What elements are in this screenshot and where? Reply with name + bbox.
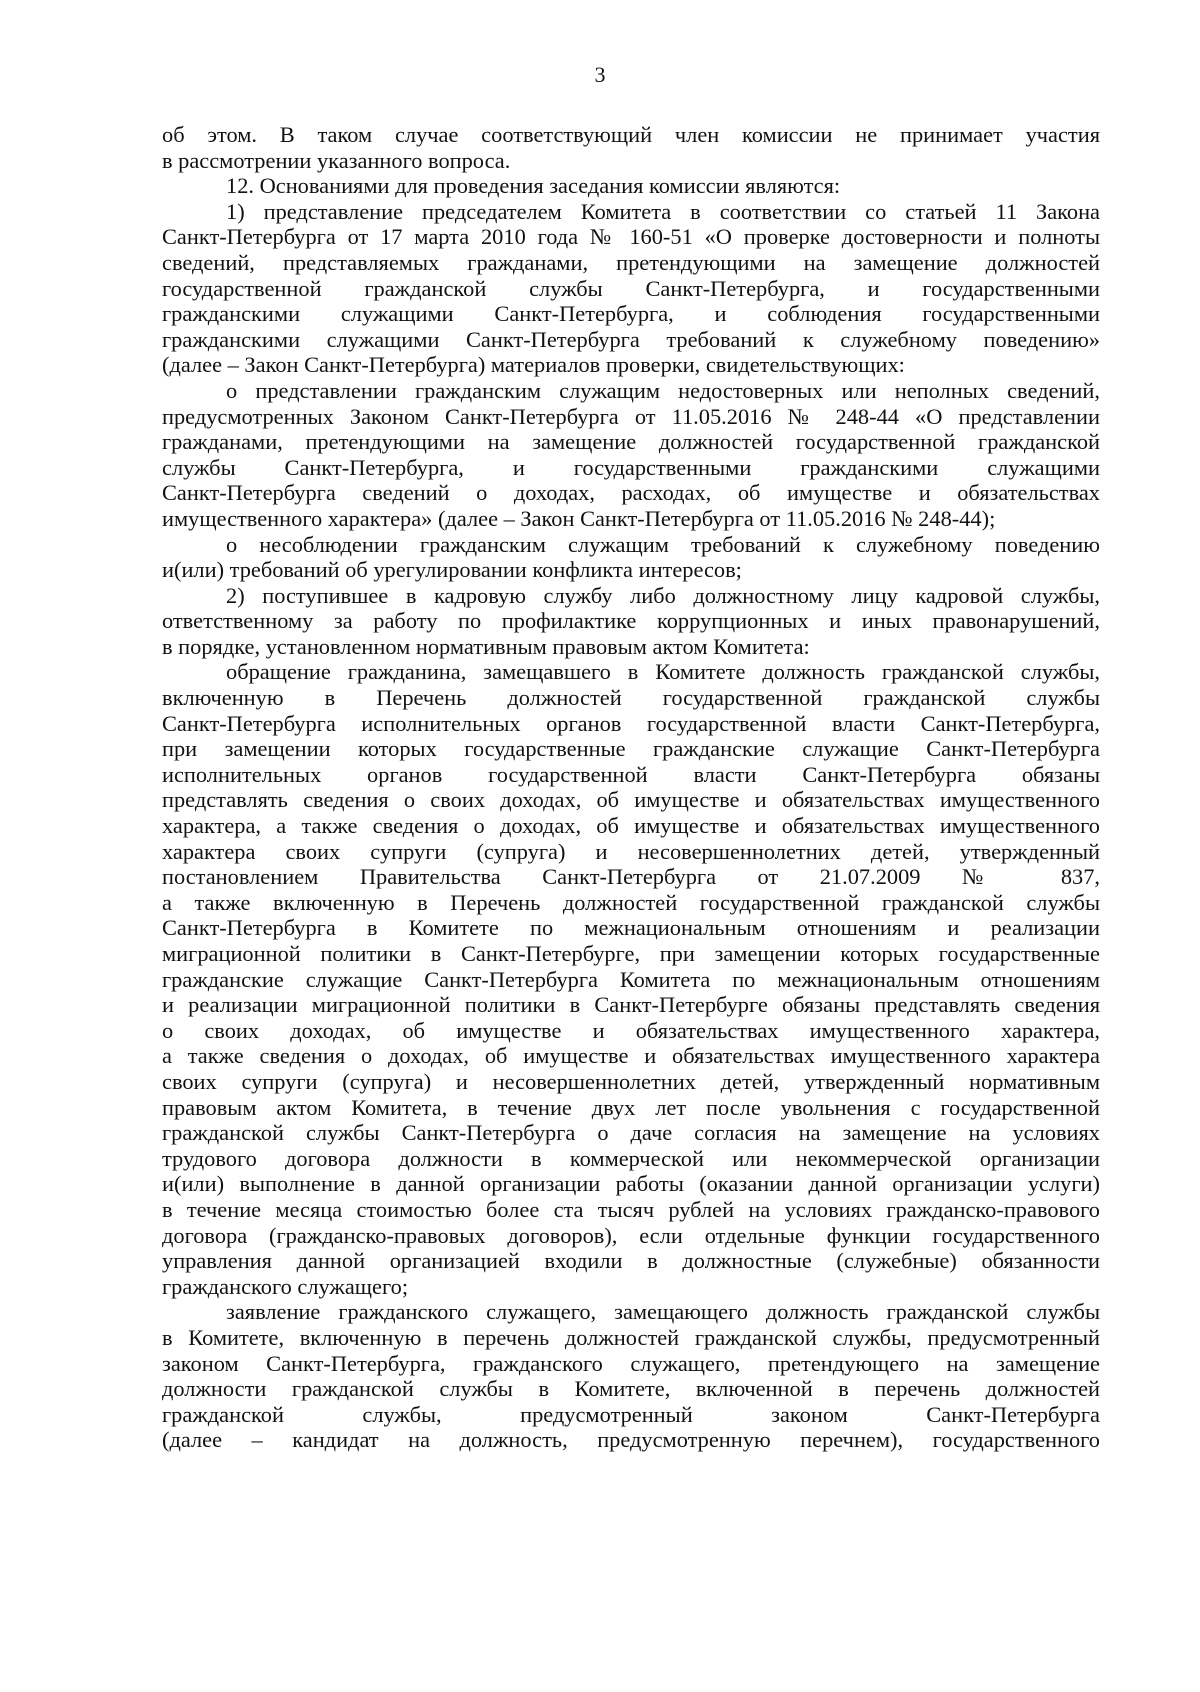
text-line: заявление гражданского служащего, замещающего должность гражданской службы bbox=[226, 1299, 1100, 1325]
text-line: миграционной политики в Санкт-Петербурге, при замещении которых государственные bbox=[162, 941, 1100, 966]
text-line: гражданского служащего; bbox=[162, 1273, 409, 1299]
text-line: 12. Основаниями для проведения заседания комиссии являются: bbox=[226, 173, 841, 199]
text-line: 1) представление председателем Комитета в соответствии со статьей 11 Закона bbox=[226, 198, 1100, 224]
text-line: исполнительных органов государственной власти Санкт-Петербурга обязаны bbox=[162, 761, 1100, 787]
paragraph bbox=[162, 173, 1100, 199]
paragraph bbox=[162, 532, 1100, 583]
text-line: службы Санкт-Петербурга, и государственными гражданскими служащими bbox=[162, 454, 1100, 480]
text-line: и(или) требований об урегулировании конфликта интересов; bbox=[162, 557, 742, 583]
paragraph bbox=[162, 659, 1100, 1299]
text-line: Санкт-Петербурга в Комитете по межнациональным отношениям и реализации bbox=[162, 915, 1100, 941]
paragraph bbox=[162, 378, 1100, 532]
text-line: а также включенную в Перечень должностей государственной гражданской службы bbox=[162, 889, 1100, 915]
text-line: правовым актом Комитета, в течение двух лет после увольнения с государственной bbox=[162, 1094, 1100, 1120]
text-line: законом Санкт-Петербурга, гражданского служащего, претендующего на замещение bbox=[162, 1350, 1100, 1376]
text-line: гражданами, претендующими на замещение должностей государственной гражданской bbox=[162, 429, 1100, 455]
text-line: в Комитете, включенную в перечень должностей гражданской службы, предусмотренный bbox=[162, 1324, 1100, 1350]
text-line: об этом. В таком случае соответствующий член комиссии не принимает участия bbox=[162, 122, 1100, 147]
document-body bbox=[162, 122, 1100, 1453]
text-line: о представлении гражданским служащим недостоверных или неполных сведений, bbox=[226, 377, 1100, 403]
text-line: предусмотренных Законом Санкт-Петербурга от 11.05.2016 № 248-44 «О представлении bbox=[162, 403, 1100, 429]
text-line: обращение гражданина, замещавшего в Комитете должность гражданской службы, bbox=[226, 659, 1100, 685]
text-line: о несоблюдении гражданским служащим требований к служебному поведению bbox=[226, 531, 1100, 557]
text-line: трудового договора должности в коммерческой или некоммерческой организации bbox=[162, 1145, 1100, 1171]
text-line: при замещении которых государственные гражданские служащие Санкт-Петербурга bbox=[162, 736, 1100, 762]
text-line: (далее – Закон Санкт-Петербурга) материалов проверки, свидетельствующих: bbox=[162, 352, 905, 378]
text-line: о своих доходах, об имуществе и обязательствах имущественного характера, bbox=[162, 1017, 1100, 1043]
text-line: характера своих супруги (супруга) и несовершеннолетних детей, утвержденный bbox=[162, 838, 1100, 864]
text-line: гражданскими служащими Санкт-Петербурга требований к служебному поведению» bbox=[162, 326, 1100, 352]
text-line: ответственному за работу по профилактике коррупционных и иных правонарушений, bbox=[162, 608, 1100, 634]
text-line: включенную в Перечень должностей государственной гражданской службы bbox=[162, 685, 1100, 711]
text-line: и(или) выполнение в данной организации работы (оказании данной организации услуги) bbox=[162, 1171, 1100, 1197]
text-line: гражданские служащие Санкт-Петербурга Комитета по межнациональным отношениям bbox=[162, 966, 1100, 992]
text-line: и реализации миграционной политики в Санкт-Петербурге обязаны представлять сведения bbox=[162, 992, 1100, 1018]
text-line: в течение месяца стоимостью более ста тысяч рублей на условиях гражданско-правового bbox=[162, 1196, 1100, 1222]
text-line: гражданской службы Санкт-Петербурга о даче согласия на замещение на условиях bbox=[162, 1120, 1100, 1146]
text-line: постановлением Правительства Санкт-Петербурга от 21.07.2009 № 837, bbox=[162, 864, 1100, 890]
text-line: представлять сведения о своих доходах, об имуществе и обязательствах имущественного bbox=[162, 787, 1100, 813]
text-line: договора (гражданско-правовых договоров), если отдельные функции государственного bbox=[162, 1222, 1100, 1248]
text-line: в рассмотрении указанного вопроса. bbox=[162, 147, 511, 173]
text-line: характера, а также сведения о доходах, об имуществе и обязательствах имущественного bbox=[162, 813, 1100, 839]
text-line: (далее – кандидат на должность, предусмотренную перечнем), государственного bbox=[162, 1427, 1100, 1453]
paragraph bbox=[162, 122, 1100, 173]
page-number: 3 bbox=[594, 62, 606, 87]
text-line: государственной гражданской службы Санкт-Петербурга, и государственными bbox=[162, 275, 1100, 301]
text-line: Санкт-Петербурга от 17 марта 2010 года № 160-51 «О проверке достоверности и полноты bbox=[162, 224, 1100, 250]
text-line: должности гражданской службы в Комитете, включенной в перечень должностей bbox=[162, 1376, 1100, 1402]
text-line: управления данной организацией входили в должностные (служебные) обязанности bbox=[162, 1248, 1100, 1274]
paragraph bbox=[162, 1299, 1100, 1453]
text-line: 2) поступившее в кадровую службу либо должностному лицу кадровой службы, bbox=[226, 582, 1100, 608]
text-line: своих супруги (супруга) и несовершеннолетних детей, утвержденный нормативным bbox=[162, 1068, 1100, 1094]
text-line: Санкт-Петербурга сведений о доходах, расходах, об имуществе и обязательствах bbox=[162, 480, 1100, 506]
text-line: Санкт-Петербурга исполнительных органов государственной власти Санкт-Петербурга, bbox=[162, 710, 1100, 736]
text-line: имущественного характера» (далее – Закон Санкт-Петербурга от 11.05.2016 № 248-44); bbox=[162, 505, 996, 531]
paragraph bbox=[162, 583, 1100, 660]
text-line: в порядке, установленном нормативным правовым актом Комитета: bbox=[162, 633, 810, 659]
text-line: гражданской службы, предусмотренный законом Санкт-Петербурга bbox=[162, 1401, 1100, 1427]
text-line: сведений, представляемых гражданами, претендующими на замещение должностей bbox=[162, 249, 1100, 275]
text-line: гражданскими служащими Санкт-Петербурга, и соблюдения государственными bbox=[162, 301, 1100, 327]
paragraph bbox=[162, 199, 1100, 378]
text-line: а также сведения о доходах, об имуществе и обязательствах имущественного характера bbox=[162, 1043, 1100, 1069]
